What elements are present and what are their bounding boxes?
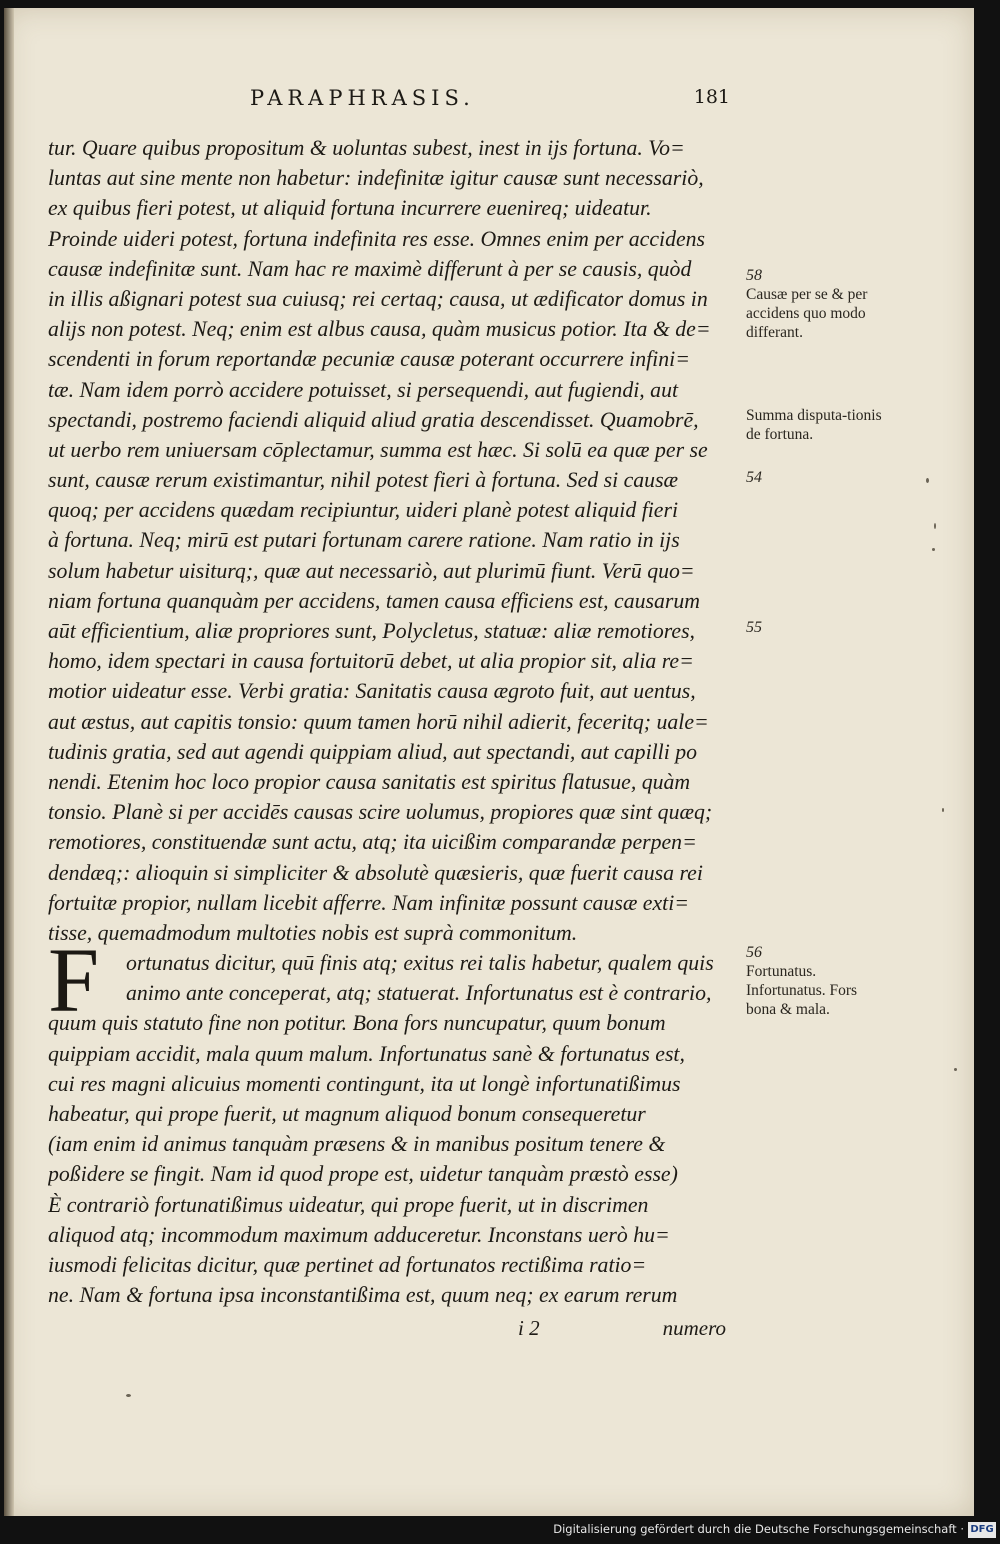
text-line: aūt efficientium, aliæ propriores sunt, Polycletus, statuæ: aliæ remotiores, bbox=[48, 619, 696, 643]
page-gutter-shadow bbox=[4, 8, 14, 1516]
margin-note-number: 54 bbox=[746, 469, 762, 486]
text-line: aliquod atq; incommodum maximum adduceretur. Inconstans uerò hu= bbox=[48, 1222, 670, 1247]
text-line: aut æstus, aut capitis tonsio: quum tamen horū nihil adierit, feceritq; uale= bbox=[48, 709, 709, 734]
text-line: ut uerbo rem uniuersam cōplectamur, summa est hæc. Si solū ea quæ per se bbox=[48, 437, 708, 462]
margin-note-58 bbox=[746, 266, 886, 342]
paper-speck bbox=[926, 478, 929, 483]
text-line: dendæq;: alioquin si simpliciter & absolutè quæsieris, quæ fuerit causa rei bbox=[48, 860, 703, 885]
text-line: homo, idem spectari in causa fortuitorū debet, ut alia propior sit, alia re= bbox=[48, 649, 694, 674]
text-line: à fortuna. Neq; mirū est putari fortunam carere ratione. Nam ratio in ijs bbox=[48, 528, 680, 553]
margin-note-summa bbox=[746, 406, 886, 444]
text-line: ortunatus dicitur, quū finis atq; exitus rei talis habetur, qualem quis bbox=[126, 951, 714, 976]
digitization-credit: Digitalisierung gefördert durch die Deutsche Forschungsgemeinschaft · bbox=[553, 1522, 964, 1536]
text-line: quippiam accidit, mala quum malum. Infortunatus sanè & fortunatus est, bbox=[48, 1041, 685, 1066]
page-number: 181 bbox=[693, 86, 730, 108]
paper-speck bbox=[954, 1068, 957, 1071]
text-line: sunt, causæ rerum existimantur, nihil potest fieri à fortuna. Sed si causæ bbox=[48, 468, 679, 493]
catchword: numero bbox=[662, 1316, 726, 1340]
signature-mark: i 2 bbox=[518, 1316, 540, 1340]
page-footer bbox=[48, 1316, 732, 1346]
book-page bbox=[4, 8, 974, 1516]
paper-speck bbox=[942, 808, 944, 812]
text-line: (iam enim id animus tanquàm præsens & in manibus positum tenere & bbox=[48, 1132, 666, 1157]
paper-speck bbox=[934, 523, 936, 529]
text-line: quoq; per accidens quædam recipiuntur, uideri planè potest aliquid fieri bbox=[48, 498, 679, 523]
text-line: quum quis statuto fine non potitur. Bona fors nuncupatur, quum bonum bbox=[48, 1011, 666, 1036]
text-line: Proinde uideri potest, fortuna indefinita res esse. Omnes enim per accidens bbox=[48, 226, 706, 251]
dfg-logo: DFG bbox=[968, 1522, 996, 1538]
text-line: solum habetur uisiturq;, quæ aut necessariò, aut plurimū fiunt. Verū quo= bbox=[48, 558, 695, 583]
margin-note-56 bbox=[746, 943, 886, 1019]
margin-note-text: Fortunatus. Infortunatus. Fors bona & mala. bbox=[746, 963, 858, 1018]
margin-note-55 bbox=[746, 618, 886, 637]
text-line: tur. Quare quibus propositum & uoluntas subest, inest in ijs fortuna. Vo= bbox=[48, 136, 685, 160]
text-line: tonsio. Planè si per accidēs causas scire uolumus, propiores quæ sint quæq; bbox=[48, 800, 713, 825]
running-head: PARAPHRASIS. bbox=[250, 86, 475, 110]
text-line: spectandi, postremo faciendi aliquid aliud gratia descendisset. Quamobrē, bbox=[48, 407, 699, 432]
text-line: niam fortuna quanquàm per accidens, tamen causa efficiens est, causarum bbox=[48, 588, 701, 613]
text-line: causæ indefinitæ sunt. Nam hac re maximè differunt à per se causis, quòd bbox=[48, 256, 692, 281]
text-line: tæ. Nam idem porrò accidere potuisset, si persequendi, aut fugiendi, aut bbox=[48, 377, 679, 402]
text-line: luntas aut sine mente non habetur: indefinitæ igitur causæ sunt necessariò, bbox=[48, 166, 704, 191]
text-line: fortuitæ propior, nullam licebit afferre. Nam infinitæ possunt causæ exti= bbox=[48, 890, 689, 915]
text-line: scendenti in forum reportandæ pecuniæ causæ poterant occurrere infini= bbox=[48, 347, 690, 372]
margin-note-text: Summa disputa-tionis de fortuna. bbox=[746, 407, 882, 443]
text-line: ne. Nam & fortuna ipsa inconstantißima est, quum neq; ex earum rerum bbox=[48, 1283, 678, 1308]
text-line: tudinis gratia, sed aut agendi quippiam aliud, aut spectandi, aut capilli po bbox=[48, 739, 698, 764]
text-line: nendi. Etenim hoc loco propior causa sanitatis est spiritus flatusue, quàm bbox=[48, 769, 691, 794]
text-line: animo ante conceperat, atq; statuerat. Infortunatus est è contrario, bbox=[126, 981, 712, 1006]
margin-note-number: 56 bbox=[746, 944, 762, 961]
margin-note-number: 58 bbox=[746, 267, 762, 284]
text-line: È contrariò fortunatißimus uideatur, qui prope fuerit, ut in discrimen bbox=[48, 1192, 649, 1217]
text-line: ex quibus fieri potest, ut aliquid fortuna incurrere euenireq; uideatur. bbox=[48, 196, 652, 221]
text-line: iusmodi felicitas dicitur, quæ pertinet ad fortunatos rectißima ratio= bbox=[48, 1252, 647, 1277]
drop-cap-initial: F bbox=[48, 929, 100, 1031]
margin-note-54 bbox=[746, 468, 886, 487]
text-line: cui res magni alicuius momenti contingunt, ita ut longè infortunatißimus bbox=[48, 1071, 681, 1096]
page-header bbox=[250, 86, 730, 120]
text-line: in illis aßignari potest sua cuiusq; rei certaq; causa, ut ædificator domus in bbox=[48, 286, 708, 311]
text-line: tisse, quemadmodum multoties nobis est suprà commonitum. bbox=[48, 920, 578, 945]
text-line: motior uideatur esse. Verbi gratia: Sanitatis causa ægroto fuit, aut uentus, bbox=[48, 679, 696, 704]
main-text-block bbox=[48, 133, 732, 1310]
paper-speck bbox=[126, 1394, 131, 1397]
margin-note-number: 55 bbox=[746, 619, 762, 636]
margin-note-text: Causæ per se & per accidens quo modo differant. bbox=[746, 286, 868, 341]
text-line: habeatur, qui prope fuerit, ut magnum aliquod bonum consequeretur bbox=[48, 1102, 646, 1126]
paper-speck bbox=[932, 548, 935, 551]
text-line: poßidere se fingit. Nam id quod prope est, uidetur tanquàm præstò esse) bbox=[48, 1162, 678, 1187]
text-line: alijs non potest. Neq; enim est albus causa, quàm musicus potior. Ita & de= bbox=[48, 317, 711, 342]
text-line: remotiores, constituendæ sunt actu, atq; ita uicißim comparandæ perpen= bbox=[48, 830, 697, 855]
